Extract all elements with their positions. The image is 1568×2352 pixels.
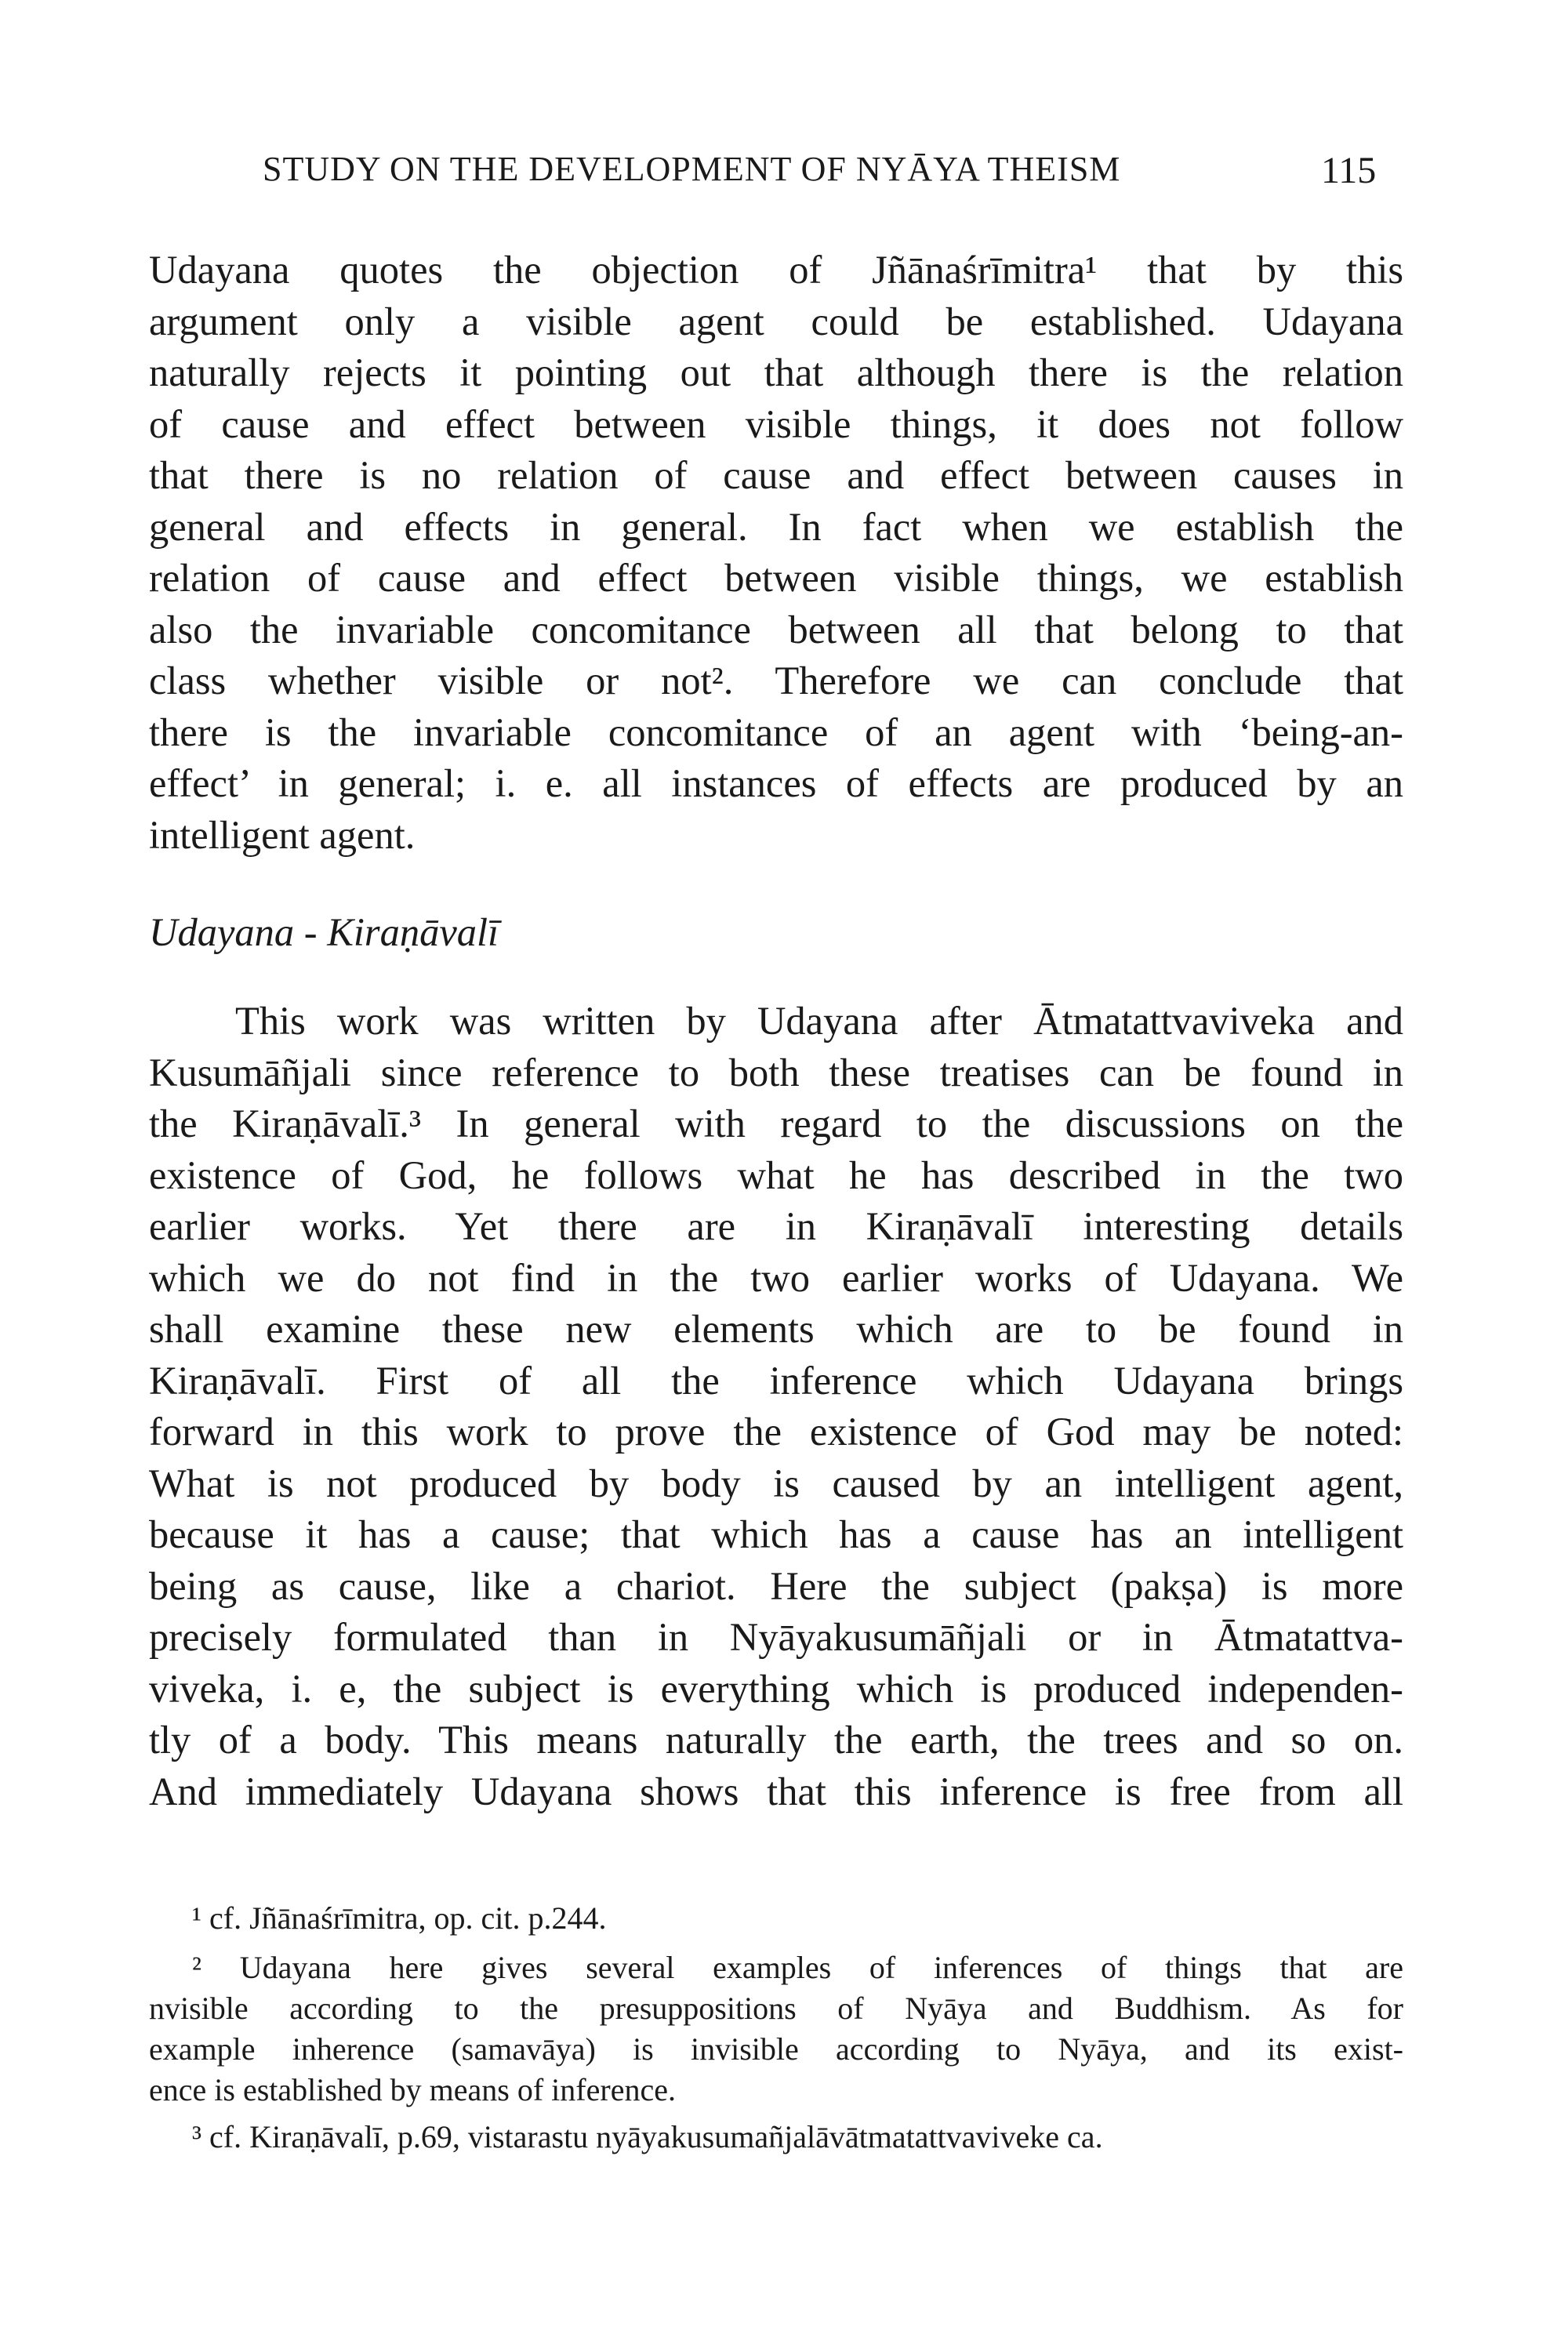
text-line: And immediately Udayana shows that this inference is free from all xyxy=(149,1769,1403,1813)
footnote-line: ence is established by means of inference. xyxy=(149,2072,676,2107)
text-line: precisely formulated than in Nyāyakusumāñjali or in Ātmatattva- xyxy=(149,1615,1403,1659)
text-line: argument only a visible agent could be established. Udayana xyxy=(149,299,1403,343)
text-line: naturally rejects it pointing out that although there is the relation xyxy=(149,350,1403,394)
footnote-line: ² Udayana here gives several examples of inferences of things that are xyxy=(192,1950,1403,1985)
text-line: of cause and effect between visible things, it does not follow xyxy=(149,401,1403,446)
text-line: existence of God, he follows what he has described in the two xyxy=(149,1152,1403,1197)
text-line: being as cause, like a chariot. Here the subject (pakṣa) is more xyxy=(149,1563,1403,1608)
text-line: which we do not find in the two earlier works of Udayana. We xyxy=(149,1255,1403,1300)
running-head-title: STUDY ON THE DEVELOPMENT OF NYĀYA THEISM xyxy=(263,150,1121,188)
page-number: 115 xyxy=(1321,150,1377,191)
text-line: viveka, i. e, the subject is everything which is produced independen- xyxy=(149,1666,1403,1711)
footnote-line: ¹ cf. Jñānaśrīmitra, op. cit. p.244. xyxy=(192,1900,607,1936)
footnote-2 xyxy=(149,1947,1403,2111)
text-line: class whether visible or not². Therefore we can conclude that xyxy=(149,659,1403,702)
paragraph-1 xyxy=(149,245,1403,861)
text-line: shall examine these new elements which are to be found in xyxy=(149,1307,1403,1351)
text-line: the Kiraṇāvalī.³ In general with regard to the discussions on the xyxy=(149,1102,1403,1145)
text-line: forward in this work to prove the existence of God may be noted: xyxy=(149,1410,1403,1454)
text-line: effect’ in general; i. e. all instances of effects are produced by an xyxy=(149,761,1403,805)
text-line: tly of a body. This means naturally the earth, the trees and so on. xyxy=(149,1718,1403,1762)
text-line: general and effects in general. In fact when we establish the xyxy=(149,504,1403,549)
text-line: because it has a cause; that which has a cause has an intelligent xyxy=(149,1512,1403,1556)
footnote-line: nvisible according to the presuppositions of Nyāya and Buddhism. As for xyxy=(149,1991,1403,2026)
text-line: that there is no relation of cause and effect between causes in xyxy=(149,453,1403,497)
paragraph-2 xyxy=(149,996,1403,1817)
text-line: there is the invariable concomitance of an agent with ‘being-an- xyxy=(149,710,1403,754)
footnote-3 xyxy=(149,2117,1403,2158)
text-line: relation of cause and effect between visible things, we establish xyxy=(149,556,1403,600)
text-line: What is not produced by body is caused by an intelligent agent, xyxy=(149,1461,1403,1505)
text-line: intelligent agent. xyxy=(149,812,416,857)
text-line: also the invariable concomitance between all that belong to that xyxy=(149,607,1403,652)
section-heading: Udayana - Kiraṇāvalī xyxy=(149,910,499,954)
text-line: Kusumāñjali since reference to both these treatises can be found in xyxy=(149,1050,1403,1094)
text-line: Udayana quotes the objection of Jñānaśrīmitra¹ that by this xyxy=(149,248,1403,292)
footnote-1 xyxy=(149,1898,1403,1939)
footnote-line: example inherence (samavāya) is invisible according to Nyāya, and its exist- xyxy=(149,2031,1403,2067)
text-line: This work was written by Udayana after Ātmatattvaviveka and xyxy=(235,999,1403,1043)
footnote-line: ³ cf. Kiraṇāvalī, p.69, vistarastu nyāyakusumañjalāvātmatattvaviveke ca. xyxy=(192,2119,1103,2154)
text-line: Kiraṇāvalī. First of all the inference which Udayana brings xyxy=(149,1358,1403,1403)
text-line: earlier works. Yet there are in Kiraṇāvalī interesting details xyxy=(149,1204,1403,1248)
